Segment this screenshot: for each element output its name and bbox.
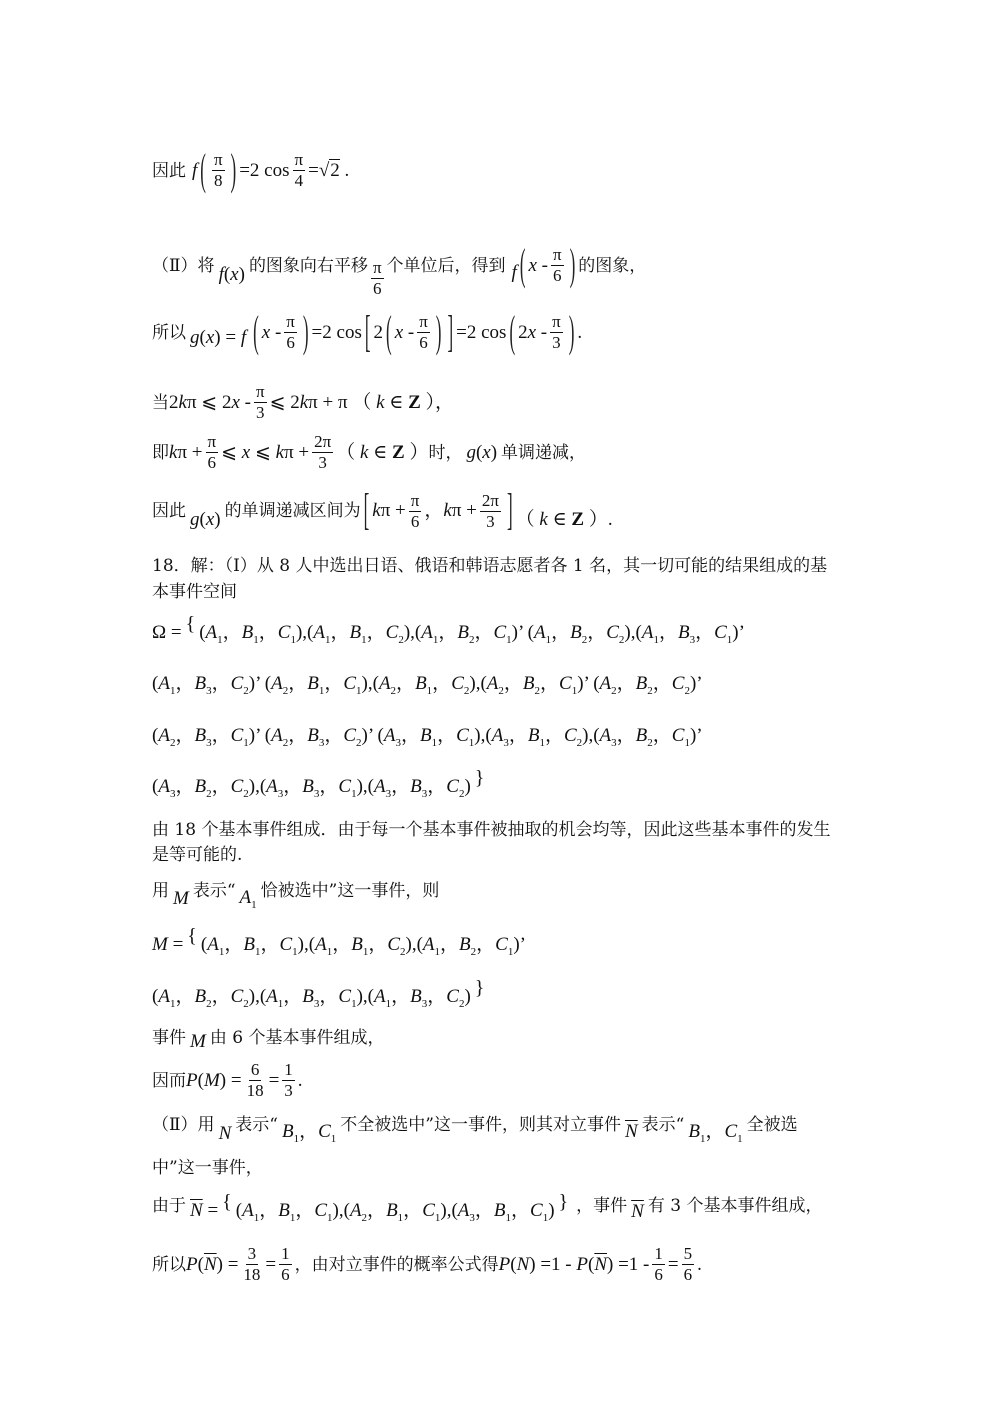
text-units: 个单位后，得到 (386, 255, 506, 276)
line-sample-space-label (152, 580, 237, 604)
text-由于: 由于 (152, 1195, 186, 1216)
text-即: 即 (152, 442, 169, 463)
text-graph: 的图象， (578, 255, 647, 276)
line-18-events (152, 818, 830, 842)
line-f-pi-8: 因此 f ( $\frac{\pi}{8}$ ) =2 cos $\frac{\pi}{4}$ =√2 . (152, 144, 350, 194)
text-q18-intro: 18．解：（Ⅰ）从 8 人中选出日语、俄语和韩语志愿者各 1 名，其一切可能的结果组成的基 (152, 556, 828, 576)
text-interval-label: 的单调递减区间为 (224, 501, 361, 521)
line-omega-3: ($A_2$，$B_3$，$C_1$)’ ($A_2$，$B_3$，$C_2$)’ ($A_3$，$B_1$，$C_1),(A_3$，$B_1$，$C_2),(A_3$，$B_2$，$C_1$)’ (152, 725, 703, 749)
text-all-selected: 全被选 (746, 1115, 798, 1135)
line-M-count: 事件 M 由 6 个基本事件组成， (152, 1028, 385, 1052)
line-final-prob: 所以 $P(\overline{N})$ = $\frac{3}{18}$ = $\frac{1}{6}$ ，由对立事件的概率公式得 $P(N) =1 - P(\overline{N}) =1$ - $\frac{1}{6}$ = $\frac{5}{6}$ . (152, 1244, 702, 1284)
text-equally-likely: 是等可能的. (152, 845, 243, 865)
text-6-events: 由 6 个基本事件组成， (209, 1028, 385, 1048)
text-因此-2: 因此 (152, 501, 186, 521)
text-shift: 的图象向右平移 (248, 255, 368, 276)
line-M-set-2: ($A_1$，$B_2$，$C_2),(A_1$，$B_3$，$C_1),(A_1$，$B_3$，$C_2$) } (152, 977, 485, 1010)
line-define-N: （Ⅱ）用 N 表示“ $B_1$，$C_1$ 不全被选中”这一事件，则其对立事件 $\overline{N}$ 表示“ $B_1$，$C_1$ 全被选 (152, 1115, 798, 1145)
line-equally-likely (152, 843, 242, 867)
text-part-II: （Ⅱ）将 (152, 255, 215, 276)
text-因此: 因此 (152, 160, 186, 181)
text-not-all: 不全被选中”这一事件，则其对立事件 (340, 1115, 621, 1135)
text-sample-space: 本事件空间 (152, 582, 237, 602)
text-3-events: 有 3 个基本事件组成， (647, 1195, 823, 1216)
text-decreasing: 单调递减， (501, 442, 587, 463)
line-N-bar-set: 由于 $\overline{N}$ = { ($A_1$，$B_1$，$C_1),(A_2$，$B_1$，$C_1),(A_3$，$B_1$，$C_1$) } ，事件 $\overline{N}$ 有 3 个基本事件组成， (152, 1191, 823, 1224)
line-event-cont (152, 1156, 263, 1180)
text-表示: 表示“ (192, 881, 236, 901)
line-shift-graph: （Ⅱ）将 f(x) 的图象向右平移 $\frac{\pi}{6}$ 个单位后，得到 f ( x - $\frac{\pi}{6}$ ) 的图象， (152, 239, 647, 298)
line-omega-2: ($A_1$，$B_3$，$C_2$)’ ($A_2$，$B_1$，$C_1),(A_2$，$B_1$，$C_2),(A_2$，$B_2$，$C_1$)’ ($A_2$，$B_2$，$C_2$)’ (152, 673, 703, 697)
line-omega-4: ($A_3$，$B_2$，$C_2),(A_3$，$B_3$，$C_1),(A_3$，$B_3$，$C_2$) } (152, 767, 485, 800)
text-事件-2: ，事件 (576, 1195, 628, 1216)
text-表示-2: 表示“ (235, 1115, 278, 1135)
text-表示-3: 表示“ (641, 1115, 685, 1135)
text-因而: 因而 (152, 1070, 186, 1091)
text-所以-2: 所以 (152, 1254, 186, 1275)
text-所以: 所以 (152, 322, 186, 343)
line-omega-1: Ω = { ($A_1$，$B_1$，$C_1),(A_1$，$B_1$，$C_2),(A_1$，$B_2$，$C_1$)’ ($A_1$，$B_2$，$C_2),(A_1$，$B_3$，$C_1$)’ (152, 613, 745, 646)
text-18-events: 由 18 个基本事件组成．由于每一个基本事件被抽取的机会均等，因此这些基本事件的发生 (152, 820, 831, 840)
line-P-M: 因而 P(M) = $\frac{6}{18}$ = $\frac{1}{3}$ . (152, 1060, 303, 1100)
line-g-definition: 所以 g(x) = f ( x - $\frac{\pi}{6}$ ) =2 cos [ 2 ( x - $\frac{\pi}{6}$ ) ] =2 cos ( 2x - $\frac{\pi}{3}$ ) . (152, 306, 583, 356)
line-inequality: 当 2kπ ⩽ 2x - $\frac{\pi}{3}$ ⩽ 2kπ + π （ k ∈ Z ）， (152, 382, 455, 422)
text-part-II-2: （Ⅱ）用 (152, 1115, 215, 1135)
text-event-cont: 中”这一事件， (152, 1158, 263, 1178)
text-formula: ，由对立事件的概率公式得 (294, 1254, 499, 1275)
text-事件: 事件 (152, 1028, 186, 1048)
line-problem-18 (152, 554, 827, 578)
text-当: 当 (152, 392, 169, 413)
line-M-set-1: M = { ($A_1$，$B_1$，$C_1),(A_1$，$B_1$，$C_2),(A_1$，$B_2$，$C_1$)’ (152, 925, 527, 958)
text-A1-selected: 恰被选中”这一事件，则 (260, 881, 440, 901)
line-interval: 因此 g(x) 的单调递减区间为 [ kπ + $\frac{\pi}{6}$ ，kπ + $\frac{2\pi}{3}$ ] （ k ∈ Z ）. (152, 485, 613, 535)
line-define-M: 用 M 表示“ $A_1$ 恰被选中”这一事件，则 (152, 881, 440, 911)
line-solution: 即 kπ + $\frac{\pi}{6}$ ⩽ x ⩽ kπ + $\frac{2\pi}{3}$ （ k ∈ Z ） 时， g(x) 单调递减， (152, 432, 587, 472)
text-时: 时， (428, 442, 463, 463)
text-用: 用 (152, 881, 169, 901)
